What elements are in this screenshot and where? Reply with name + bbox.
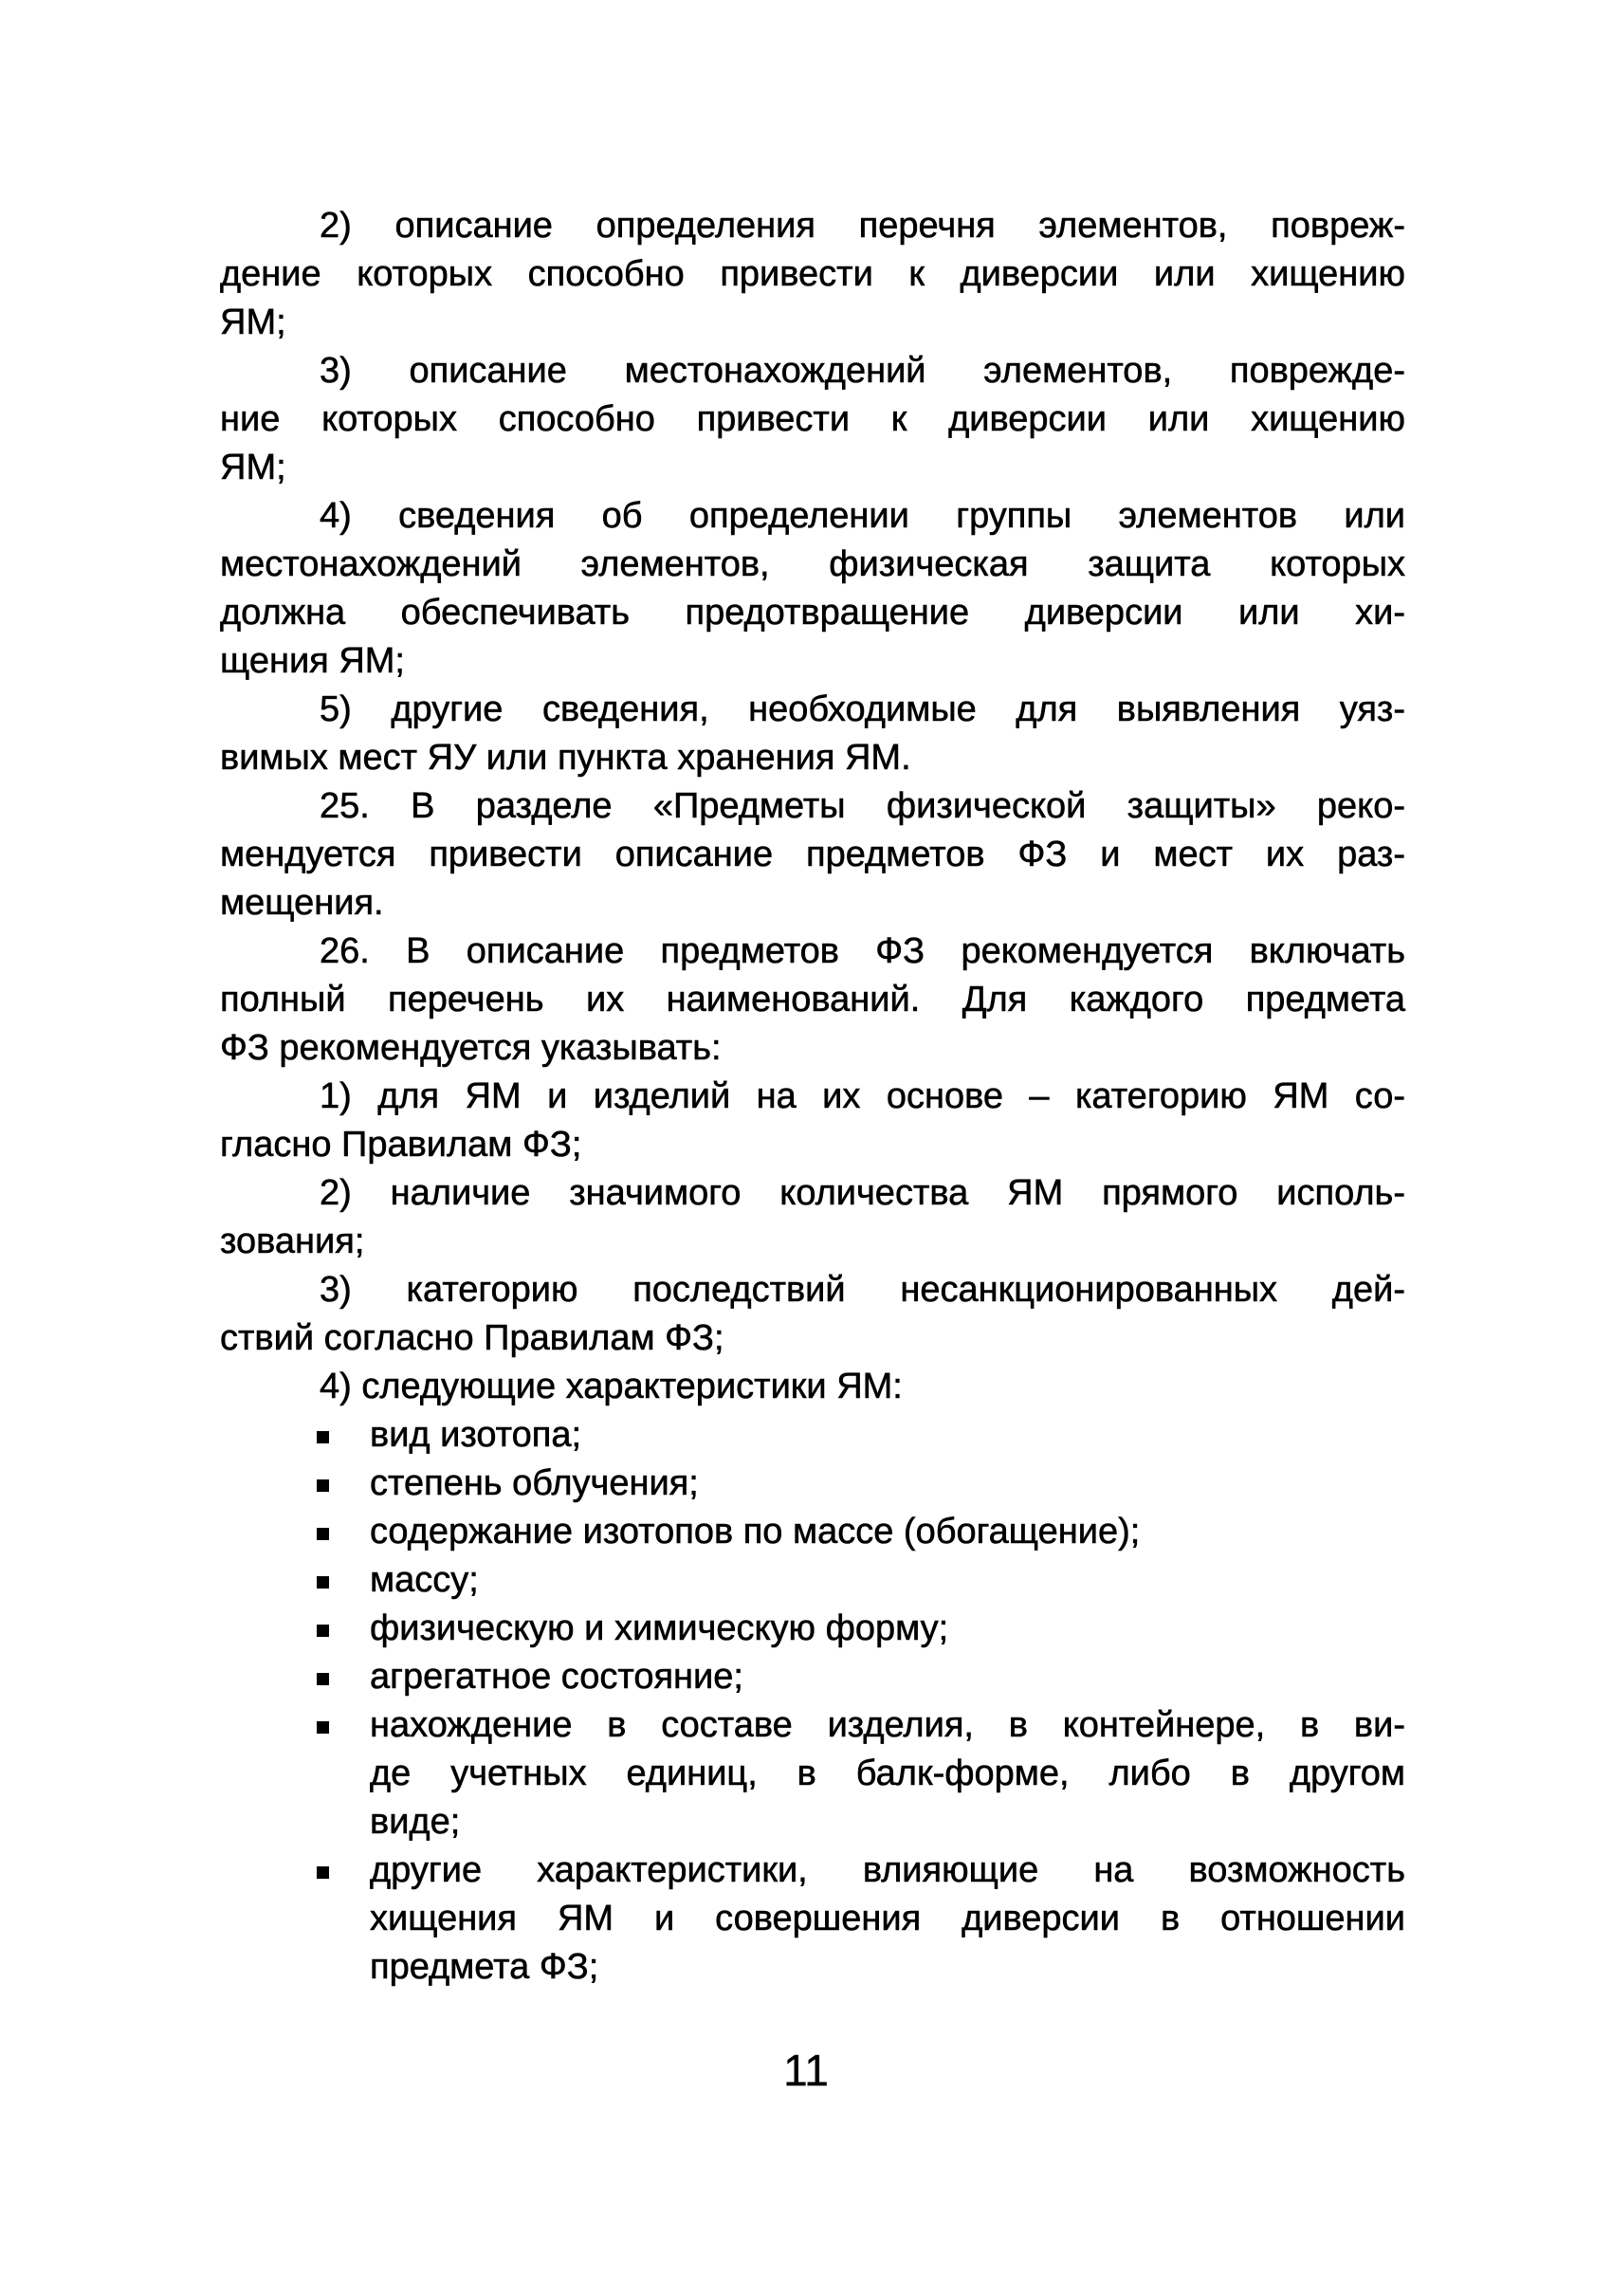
text-line: 2) наличие значимого количества ЯМ прямого исполь- (320, 1173, 1405, 1213)
text-line: нахождение в составе изделия, в контейнере, в ви- (370, 1705, 1405, 1745)
text-line: другие характеристики, влияющие на возможность (370, 1850, 1405, 1890)
bullet-item (220, 1556, 1405, 1605)
text-line: 4) сведения об определении группы элементов или (320, 496, 1405, 536)
page-number: 11 (783, 2046, 829, 2095)
para-sub-2 (220, 1169, 1405, 1266)
text-line: предмета ФЗ; (370, 1947, 599, 1987)
text-line: ние которых способно привести к диверсии или хищению (220, 399, 1405, 439)
bullet-item (220, 1411, 1405, 1460)
text-line: ФЗ рекомендуется указывать: (220, 1028, 722, 1068)
text-line: должна обеспечивать предотвращение диверсии или хи- (220, 593, 1405, 633)
bullet-square-icon (317, 1721, 329, 1734)
text-line: 25. В разделе «Предметы физической защиты» реко- (320, 786, 1405, 826)
bullet-square-icon (317, 1479, 329, 1492)
bullet-item (220, 1605, 1405, 1653)
text-line: 1) для ЯМ и изделий на их основе – категорию ЯМ со- (320, 1076, 1405, 1116)
para-sub-4 (220, 1363, 1405, 1411)
text-line: де учетных единиц, в балк-форме, либо в другом (370, 1754, 1405, 1793)
bullet-item (220, 1508, 1405, 1556)
bullet-item (220, 1846, 1405, 1992)
text-line: 3) категорию последствий несанкционированных дей- (320, 1270, 1405, 1310)
text-line: 5) другие сведения, необходимые для выявления уяз- (320, 689, 1405, 729)
text-line: полный перечень их наименований. Для каждого предмета (220, 980, 1405, 1019)
text-line: вид изотопа; (370, 1415, 582, 1455)
para-item-2 (220, 202, 1405, 347)
text-line: щения ЯМ; (220, 641, 405, 681)
text-line: мещения. (220, 883, 384, 923)
bullet-square-icon (317, 1673, 329, 1685)
text-line: ствий согласно Правилам ФЗ; (220, 1318, 724, 1358)
text-line: местонахождений элементов, физическая защита которых (220, 544, 1405, 584)
text-line: виде; (370, 1802, 461, 1842)
text-line: ЯМ; (220, 303, 286, 342)
text-line: 3) описание местонахождений элементов, поврежде- (320, 351, 1405, 391)
text-line: вимых мест ЯУ или пункта хранения ЯМ. (220, 738, 911, 778)
bullet-square-icon (317, 1866, 329, 1879)
bullet-item (220, 1701, 1405, 1846)
para-sub-1 (220, 1073, 1405, 1169)
bullet-square-icon (317, 1431, 329, 1443)
text-line: физическую и химическую форму; (370, 1608, 949, 1648)
text-line: 4) следующие характеристики ЯМ: (320, 1367, 903, 1406)
text-line: ЯМ; (220, 448, 286, 487)
bullet-square-icon (317, 1625, 329, 1637)
text-line: зования; (220, 1221, 365, 1261)
body-text (220, 202, 1405, 1992)
text-line: степень облучения; (370, 1463, 699, 1503)
para-item-5 (220, 686, 1405, 782)
bullet-square-icon (317, 1576, 329, 1589)
para-26 (220, 928, 1405, 1073)
bullet-item (220, 1653, 1405, 1701)
para-item-3 (220, 347, 1405, 492)
text-line: хищения ЯМ и совершения диверсии в отношении (370, 1899, 1405, 1938)
para-item-4 (220, 492, 1405, 686)
text-line: массу; (370, 1560, 479, 1600)
text-line: мендуется привести описание предметов ФЗ и мест их раз- (220, 835, 1405, 874)
text-line: 26. В описание предметов ФЗ рекомендуется включать (320, 931, 1405, 971)
bullet-item (220, 1460, 1405, 1508)
bullet-square-icon (317, 1528, 329, 1540)
text-line: дение которых способно привести к диверсии или хищению (220, 254, 1405, 294)
para-25 (220, 782, 1405, 928)
text-line: 2) описание определения перечня элементов, повреж- (320, 206, 1405, 246)
text-line: содержание изотопов по массе (обогащение); (370, 1512, 1141, 1552)
text-line: агрегатное состояние; (370, 1657, 743, 1697)
text-line: гласно Правилам ФЗ; (220, 1125, 582, 1165)
para-sub-3 (220, 1266, 1405, 1363)
